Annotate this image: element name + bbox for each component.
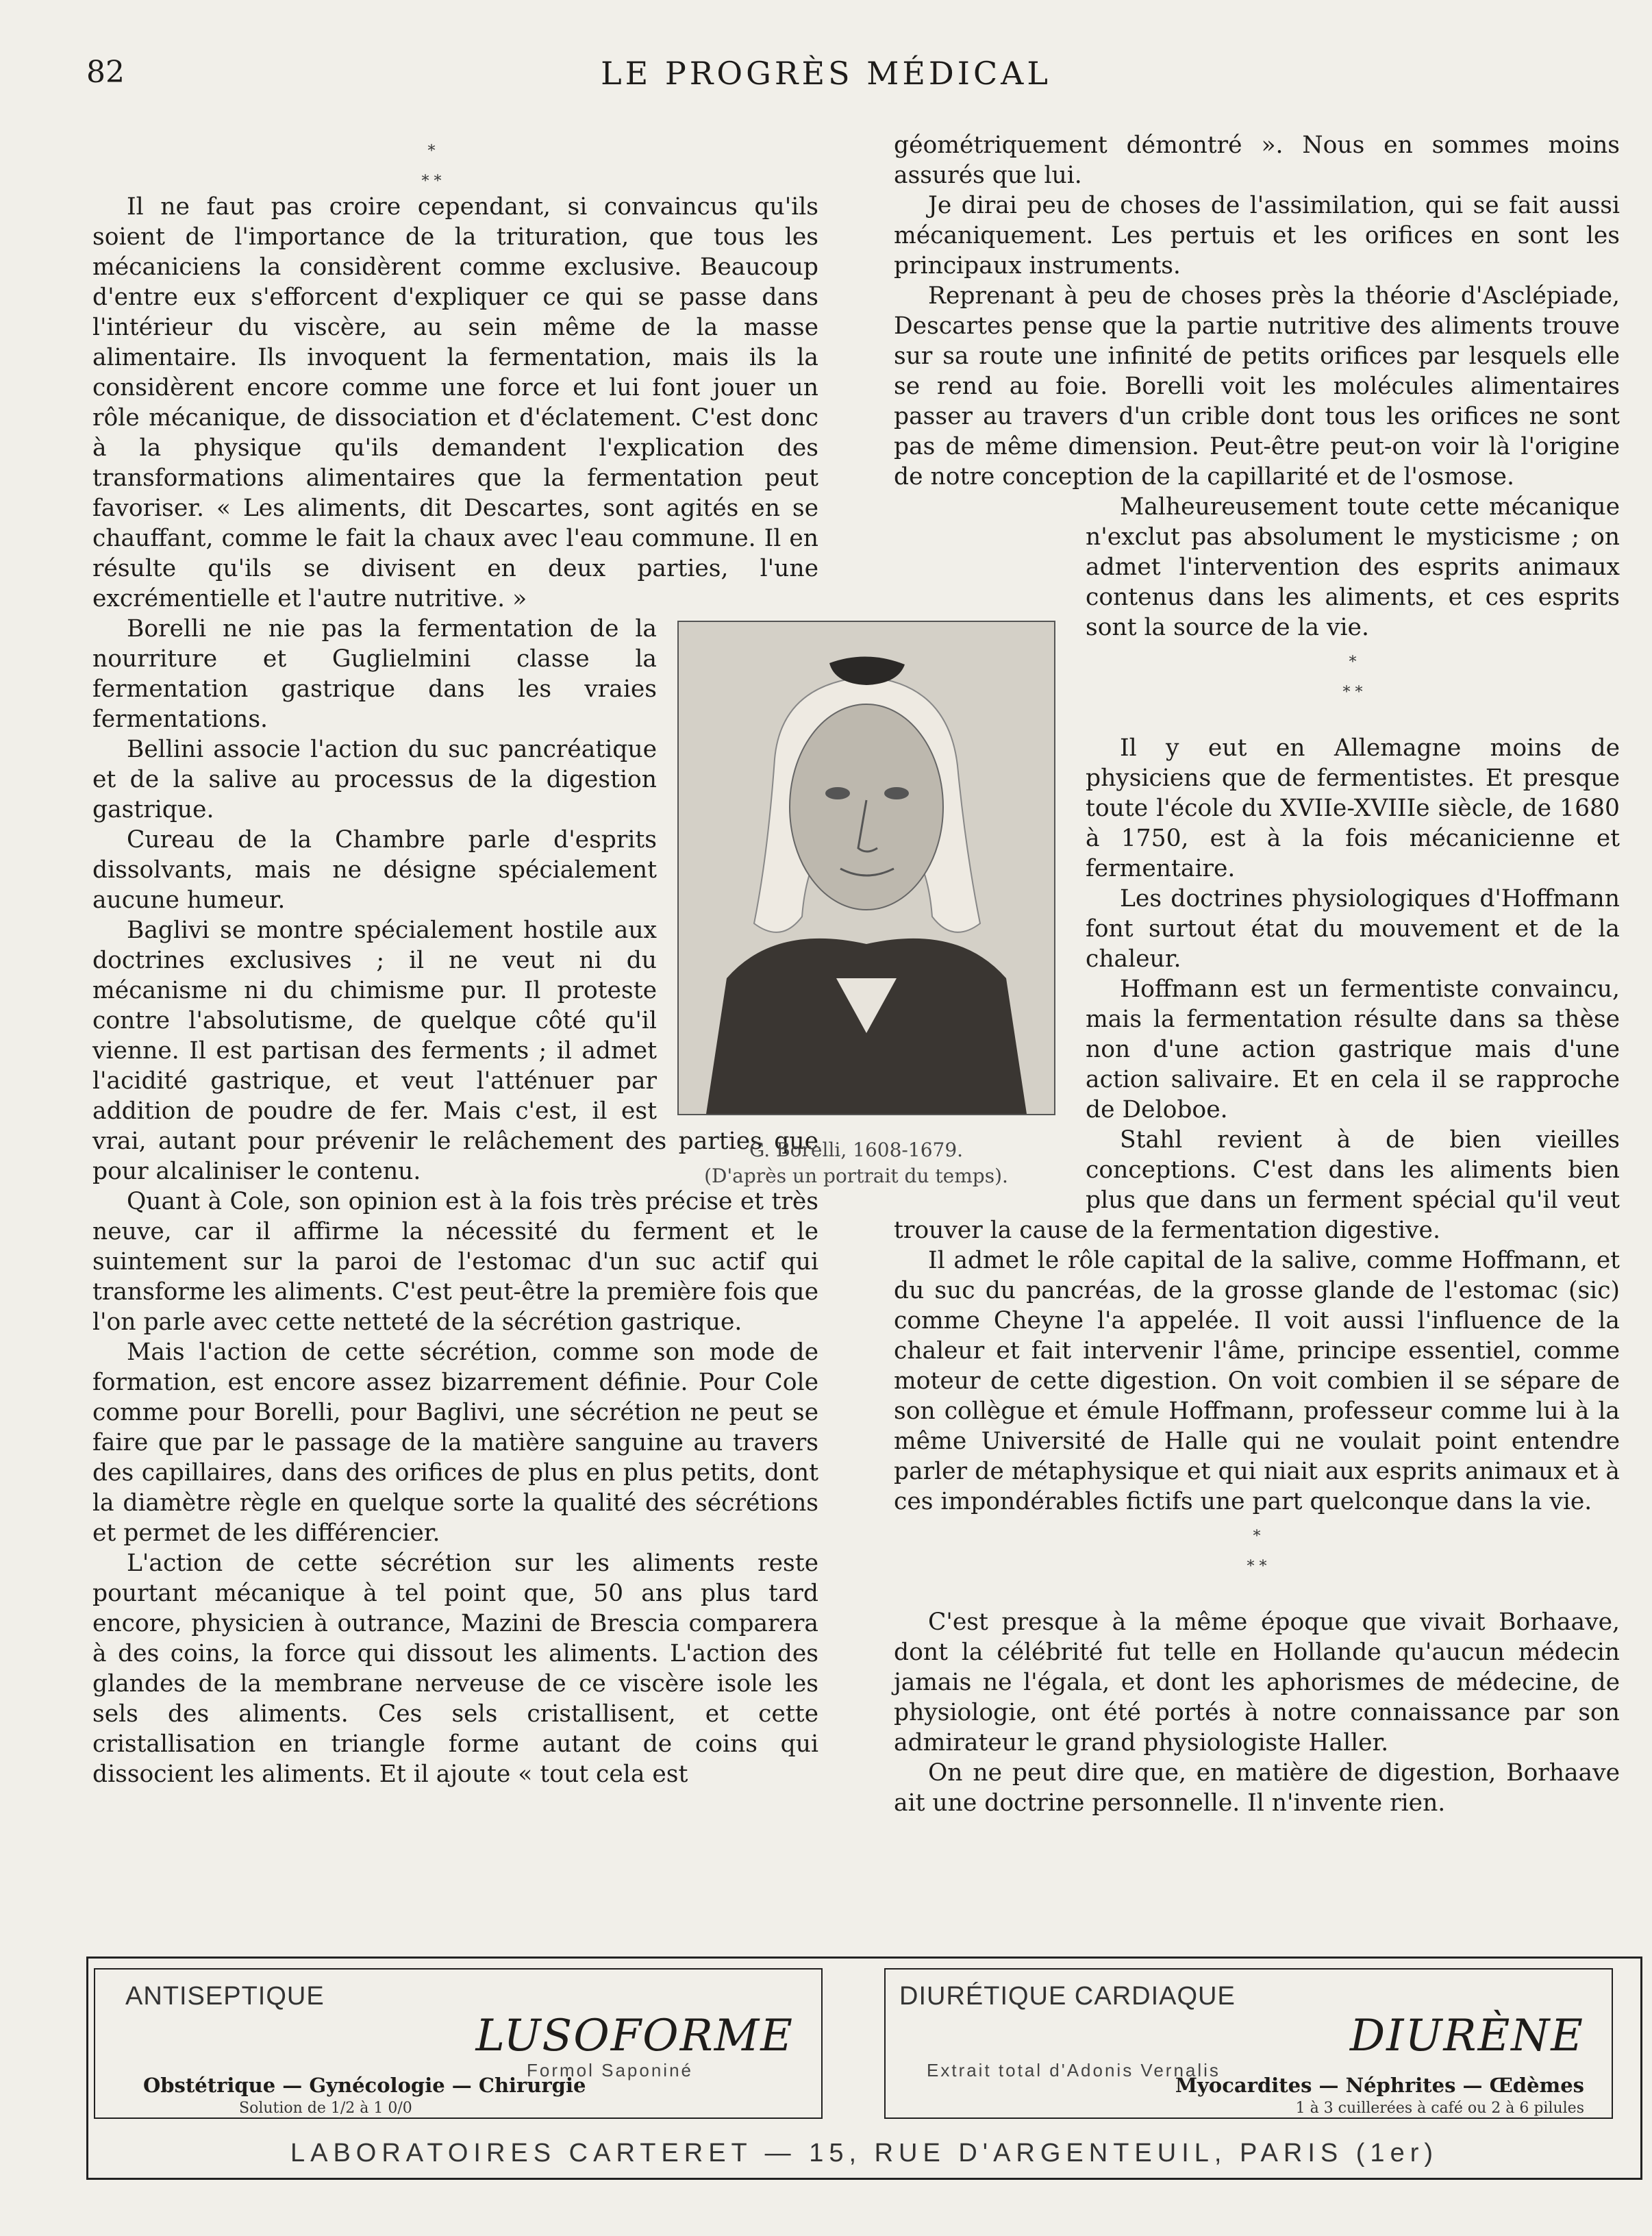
paragraph: Les doctrines physiologiques d'Hoffmann font surtout état du mouvement et de la chaleur. (1086, 885, 1620, 973)
paragraph: Baglivi se montre spécialement hostile aux doctrines exclusives ; il ne veut ni du mécanisme ni du chimisme pur. Il proteste contre l'absolutisme, de quelque côté qu'il vienne. Il est partisan des ferments ; il admet l'acidité gastrique, et veut l'atténuer par addition de poudre de fer. Mais c'est, il est vrai, autant pour prévenir le relâchement des parties que pour alcaliniser le contenu. (92, 917, 818, 1185)
ad-subtitle: Extrait total d'Adonis Vernalis (927, 2060, 1221, 2080)
ad-brand: DIURÈNE (1349, 2011, 1584, 2061)
section-stars: ⁎ ⁎ ⁎ (421, 138, 442, 185)
ad-dose: Solution de 1/2 à 1 0/0 (239, 2100, 412, 2117)
ad-uses: Obstétrique — Gynécologie — Chirurgie (143, 2074, 586, 2097)
journal-title: LE PROGRÈS MÉDICAL (601, 55, 1051, 92)
paragraph: Il ne faut pas croire cependant, si convaincus qu'ils soient de l'importance de la trituration, que tous les mécaniciens la considèrent comme exclusive. Beaucoup d'entre eux s'efforcent d'expliquer ce qui se passe dans l'intérieur du viscère, au sein même de la masse alimentaire. Ils invoquent la fermentation, mais ils la considèrent encore comme une force et lui font jouer un rôle mécanique, de dissociation et d'éclatement. C'est donc à la physique qu'ils demandent l'explication des transformations alimentaires que la fermentation peut favoriser. « Les aliments, dit Descartes, sont agités en se chauffant, comme le fait la chaux avec l'eau commune. Il en résulte qu'ils se divisent en deux parties, l'une excrémentielle et l'autre nutritive. » (92, 193, 818, 612)
left-column (92, 132, 818, 1789)
paragraph: Bellini associe l'action du suc pancréatique et de la salive au processus de la digestion gastrique. (92, 736, 657, 823)
ad-brand: LUSOFORME (475, 2011, 794, 2061)
paragraph: Quant à Cole, son opinion est à la fois très précise et très neuve, car il affirme la nécessité du ferment et le suintement sur la paroi de l'estomac d'un suc actif qui transforme les aliments. C'est peut-être la première fois que l'on parle avec cette netteté de la sécrétion gastrique. (92, 1188, 818, 1336)
ad-category: ANTISEPTIQUE (125, 1982, 325, 2011)
paragraph: Stahl revient à de bien vieilles conceptions. C'est dans les aliments bien plus que dans un ferment spécial qu'il veut trouver la cause de la fermentation digestive. (894, 1126, 1620, 1244)
paragraph: Borelli ne nie pas la fermentation de la nourriture et Guglielmini classe la fermentation gastrique dans les vraies fermentations. (92, 615, 657, 733)
ad-lusoforme (94, 1968, 823, 2119)
ad-dose: 1 à 3 cuillerées à café ou 2 à 6 pilules (1295, 2100, 1584, 2117)
paragraph: Cureau de la Chambre parle d'esprits dissolvants, mais ne désigne spécialement aucune humeur. (92, 826, 657, 914)
paragraph: C'est presque à la même époque que vivait Borhaave, dont la célébrité fut telle en Hollande qu'aucun médecin jamais ne l'égala, et dont les aphorismes de médecine, de physiologie, ont été portés à notre connaissance par son admirateur le grand physiologiste Haller. (894, 1608, 1620, 1756)
paragraph: Hoffmann est un fermentiste convaincu, mais la fermentation résulte dans sa thèse non d'une action gastrique mais d'une action salivaire. Et en cela il se rapproche de Deloboe. (1086, 976, 1620, 1123)
right-column (894, 130, 1620, 1818)
paragraph: Il admet le rôle capital de la salive, comme Hoffmann, et du suc du pancréas, de la grosse glande de l'estomac (sic) comme Cheyne l'a appelée. Il voit aussi l'influence de la chaleur et fait intervenir l'âme, principe essentiel, comme moteur de cette digestion. On voit combien il se sépare de son collègue et émule Hoffmann, professeur comme lui à la même Université de Halle qui ne voulait point entendre parler de métaphysique et qui niait aux esprits animaux et à ces impondérables fictifs une part quelconque dans la vie. (894, 1247, 1620, 1515)
paragraph: géométriquement démontré ». Nous en sommes moins assurés que lui. (894, 132, 1620, 189)
caption-line-2: (D'après un portrait du temps). (704, 1165, 1008, 1187)
paragraph: Il y eut en Allemagne moins de physiciens que de fermentistes. Et presque toute l'école du XVIIe-XVIIIe siècle, de 1680 à 1750, est à la fois mécanicienne et fermentaire. (1086, 734, 1620, 882)
ad-diurene (884, 1968, 1613, 2119)
ad-category: DIURÉTIQUE CARDIAQUE (899, 1982, 1236, 2011)
paragraph: Mais l'action de cette sécrétion, comme son mode de formation, est encore assez bizarrement définie. Pour Cole comme pour Borelli, pour Baglivi, une sécrétion ne peut se faire que par le passage de la matière sanguine au travers des capillaires, dans des orifices de plus en plus petits, dont la diamètre règle en quelque sorte la qualité des sécrétions et permet de les différencier. (92, 1339, 818, 1547)
section-stars: ⁎ ⁎ ⁎ (1247, 1523, 1267, 1570)
paragraph: On ne peut dire que, en matière de digestion, Borhaave ait une doctrine personnelle. Il n'invente rien. (894, 1759, 1620, 1817)
ad-laboratory: LABORATOIRES CARTERET — 15, RUE D'ARGENTEUIL, PARIS (1er) (290, 2139, 1439, 2167)
paragraph: Je dirai peu de choses de l'assimilation, qui se fait aussi mécaniquement. Les pertuis et les orifices en sont les principaux instruments. (894, 192, 1620, 280)
ad-subtitle: Formol Saponiné (527, 2060, 693, 2080)
section-stars: ⁎ ⁎ ⁎ (1342, 649, 1363, 696)
paragraph: Reprenant à peu de choses près la théorie d'Asclépiade, Descartes pense que la partie nutritive des aliments trouve sur sa route une infinité de petits orifices par lesquels elle se rend au foie. Borelli voit les molécules alimentaires passer au travers d'un crible dont tous les orifices ne sont pas de même dimension. Peut-être peut-on voir là l'origine de notre conception de la capillarité et de l'osmose. (894, 282, 1620, 490)
figure-caption (664, 1137, 1048, 1189)
page-number: 82 (86, 55, 125, 90)
paragraph: Malheureusement toute cette mécanique n'exclut pas absolument le mysticisme ; on admet l'intervention des esprits animaux contenus dans les aliments, et ces esprits sont la source de la vie. (1086, 493, 1620, 641)
figure-spacer (894, 733, 1086, 1199)
ad-uses: Myocardites — Néphrites — Œdèmes (1175, 2074, 1584, 2097)
paragraph: L'action de cette sécrétion sur les aliments reste pourtant mécanique à tel point que, 50 ans plus tard encore, physicien à outrance, Mazini de Brescia comparera à des coins, la force qui dissout les aliments. L'action des glandes de la membrane nerveuse de ce viscère isole les sels des aliments. Ces sels cristallisent, et cette cristallisation en triangle forme autant de coins qui dissocient les aliments. Et il ajoute « tout cela est (92, 1550, 818, 1788)
figure-spacer (894, 492, 1086, 619)
advertisement-box (86, 1956, 1642, 2180)
caption-line-1: G. Borelli, 1608-1679. (749, 1139, 964, 1161)
